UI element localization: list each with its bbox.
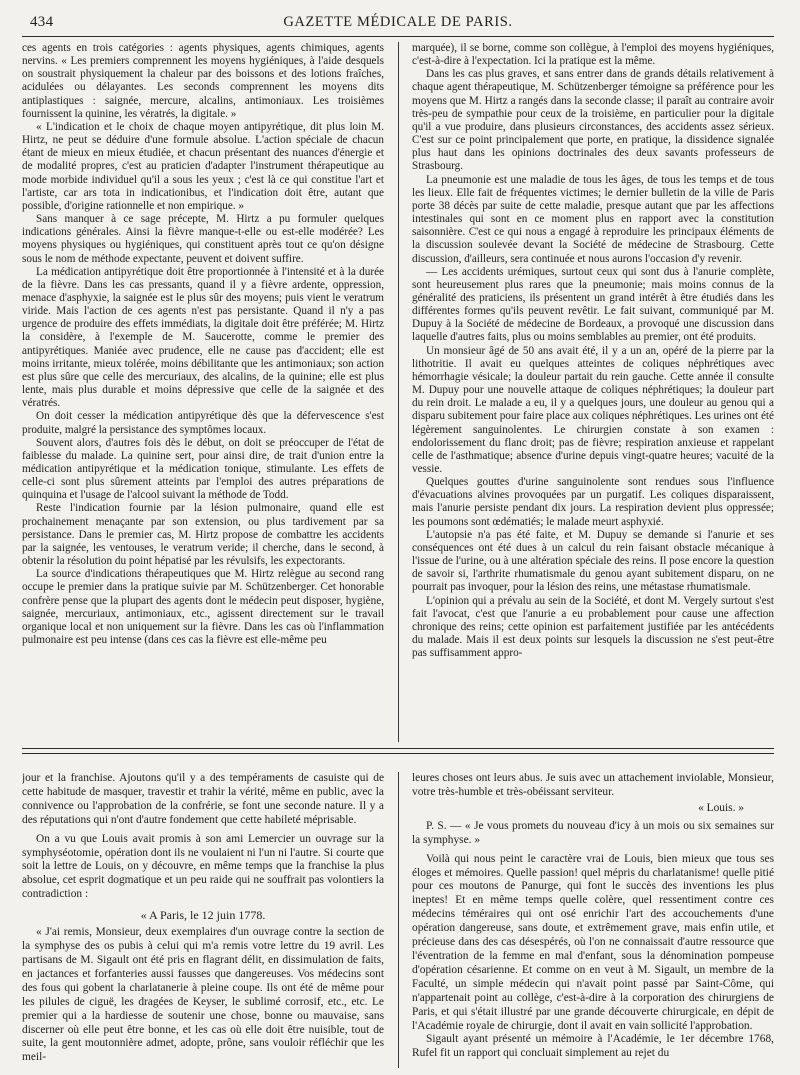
top-left-column	[22, 42, 384, 742]
paragraph: La source d'indications thérapeutiques que M. Hirtz relègue au second rang occupe le premier dans la pratique suivie par M. Schützenberger. Cet honorable confrère pense que la plupart des agents dont le médecin peut disposer, hygiène, saignée, mercuriaux, antimoniaux, etc., agissent directement sur le travail organique local et non uniquement sur la fièvre. Dans les cas où l'inflammation pulmonaire est peu intense (dans ces cas la fièvre est elle-même peu	[22, 568, 384, 647]
paragraph: La pneumonie est une maladie de tous les âges, de tous les temps et de tous les lieux. Elle fait de fréquentes victimes; le dernier bulletin de la ville de Paris porte 38 décès par suite de cette maladie, presque autant que par les affections intestinales qui sont en ce moment plus en rapport avec la constitution saisonnière. C'est ce qui nous a engagé à reproduire les principaux éléments de la discussion soulevée devant la Société de médecine de Strasbourg. Cette discussion, d'ailleurs, sera continuée et nous aurons l'occasion d'y revenir.	[412, 173, 774, 265]
column-divider	[398, 42, 399, 742]
paragraph: Un monsieur âgé de 50 ans avait été, il y a un an, opéré de la pierre par la lithotritie. Il avait eu quelques atteintes de coliques néphrétiques avec hémorrhagie vésicale; la douleur partait du rein gauche. Cette année il consulte M. Dupuy pour une nouvelle attaque de coliques néphrétiques; la douleur part du rein droit. Le malade a eu, il y a quelques jours, une douleur au genou qui a disparu subitement pour faire place aux coliques néphrétiques. Les urines ont été légèrement sanguinolentes. Le chirurgien constate à son examen : endolorissement du flanc droit; pas de fièvre; respiration anxieuse et rappelant celle de l'asthmatique; absence d'urine depuis vingt-quatre heures; vacuité de la vessie.	[412, 344, 774, 475]
paragraph: Sans manquer à ce sage précepte, M. Hirtz a pu formuler quelques indications générales. Ainsi la fièvre manque-t-elle ou est-elle modérée? Les moyens physiques ou hygiéniques, qui constituent après tout ce qu'on désigne sous le nom de méthode expectante, peuvent et doivent suffire.	[22, 213, 384, 265]
paragraph: ces agents en trois catégories : agents physiques, agents chimiques, agents nervins. « Les premiers comprennent les moyens hygiéniques, à l'aide desquels on soustrait physiquement la chaleur par des boissons et des lotions fraîches, acidulées ou délayantes. Les seconds comprennent les moyens dits antiplastiques : saignée, mercure, alcalins, antimoniaux. Les troisièmes fournissent la quinine, les vératrés, la digitale. »	[22, 42, 384, 120]
newspaper-page	[22, 10, 774, 1068]
paragraph: On a vu que Louis avait promis à son ami Lemercier un ouvrage sur la symphyséotomie, opération dont ils ne voulaient ni l'un ni l'autre. Si courte que soit la lettre de Louis, on y découvre, en même temps que la franchise la plus absolue, cet esprit dogmatique et un peu raide qui ne souffrait pas volontiers la contradiction :	[22, 832, 384, 901]
paragraph: Dans les cas plus graves, et sans entrer dans de grands détails relativement à chaque agent thérapeutique, M. Schützenberger témoigne sa préférence pour les moyens que M. Hirtz a rangés dans la seconde classe; il paraît au contraire avoir très-peu de sympathie pour ceux de la troisième, en particulier pour la digitale qu'il a vue produire, dans plusieurs circonstances, des accidents assez sérieux. C'est sur ce point principalement que porte, en pratique, la dissidence signalée plus haut dans les opinions doctrinales des deux savants professeurs de Strasbourg.	[412, 68, 774, 173]
letter-date: « A Paris, le 12 juin 1778.	[140, 908, 266, 923]
paragraph: leures choses ont leurs abus. Je suis avec un attachement inviolable, Monsieur, votre très-humble et très-obéissant serviteur.	[412, 772, 774, 798]
paragraph: jour et la franchise. Ajoutons qu'il y a des tempéraments de casuiste qui de cette habitude de masquer, travestir et trahir la vérité, même en public, avec la connivence ou l'approbation de la confrérie, se font une seconde nature. Il y a des réputations qui n'ont d'autre fondement que cette habileté méprisable.	[22, 772, 384, 826]
column-divider	[398, 772, 399, 1068]
paragraph: « L'indication et le choix de chaque moyen antipyrétique, dit plus loin M. Hirtz, ne peut se déduire d'une formule absolue. L'action spéciale de chacun étant de mieux en mieux étudiée, et chacun présentant des nuances d'énergie et de modalité propres, c'est au praticien d'adapter l'instrument thérapeutique au mode morbide individuel qu'il a sous les yeux ; c'est là ce qui constitue l'art et l'artiste, car ars tota in indicationibus, et l'indication doit être, autant que possible, d'origine rationnelle et non empirique. »	[22, 120, 384, 212]
paragraph: On doit cesser la médication antipyrétique dès que la défervescence s'est produite, malgré la persistance des symptômes locaux.	[22, 410, 384, 436]
letter-signature: « Louis. »	[698, 801, 744, 814]
section-divider	[22, 748, 774, 749]
page-number: 434	[30, 14, 54, 30]
paragraph: — Les accidents urémiques, surtout ceux qui sont dus à l'anurie complète, sont heureusement plus rares que la pneumonie; mais moins connus de la généralité des praticiens, ils présentent un grand intérêt à être étudiés dans les différentes formes qu'ils peuvent revêtir. Le fait suivant, communiqué par M. Dupuy à la Société de médecine de Bordeaux, a provoqué une discussion dans laquelle d'autres faits, plus ou moins semblables au premier, ont été produits.	[412, 265, 774, 344]
paragraph: Sigault ayant présenté un mémoire à l'Académie, le 1er décembre 1768, Rufel fit un rapport qui concluait simplement au rejet du	[412, 1033, 774, 1060]
paragraph: marquée), il se borne, comme son collègue, à l'emploi des moyens hygiéniques, c'est-à-dire à l'expectation. Ici la pratique est la même.	[412, 42, 774, 68]
journal-title: GAZETTE MÉDICALE DE PARIS.	[283, 14, 513, 30]
article-top-columns	[22, 42, 774, 742]
paragraph: Quelques gouttes d'urine sanguinolente sont rendues sous l'influence d'évacuations alvines provoquées par un purgatif. Les coliques disparaissent, mais l'anurie persiste pendant dix jours. La respiration devient plus oppressée; les poumons sont œdématiés; le malade meurt asphyxié.	[412, 476, 774, 528]
bottom-left-column	[22, 772, 384, 1068]
paragraph: L'opinion qui a prévalu au sein de la Société, et dont M. Vergely surtout s'est fait l'avocat, c'est que l'anurie a eu probablement pour cause une affection chronique des reins; cette opinion est parfaitement justifiée par les antécédents du malade. Mais il est deux points sur lesquels la discussion ne s'est peut-être pas suffisamment appro-	[412, 594, 774, 660]
top-right-column	[412, 42, 774, 742]
page-header	[22, 10, 774, 37]
section-divider	[22, 753, 774, 754]
paragraph: La médication antipyrétique doit être proportionnée à l'intensité et à la durée de la fièvre. Dans les cas pressants, quand il y a fièvre ardente, oppression, menace d'asphyxie, la saignée est le plus sûr des moyens; puis vient le veratrum viride. Mais l'action de ces agents n'est pas persistante. Quand il n'y a pas urgence de produire des effets immédiats, la digitale doit être préférée; M. Hirtz la considère, à l'exemple de M. Saucerotte, comme le premier des antipyrétiques. Maniée avec prudence, elle ne cause pas d'accident; elle est moins irritante, mieux tolérée, moins débilitante que les antimoniaux; son action est plus sûre que celle des mercuriaux, des alcalins, de la quinine; elle est plus lente, mais plus durable et moins dépressive que celle de la saignée et des vératrés.	[22, 265, 384, 410]
paragraph: Voilà qui nous peint le caractère vrai de Louis, bien mieux que tous ses éloges et mémoires. Quelle passion! quel mépris du charlatanisme! quelle pitié pour ces moutons de Panurge, qui font le succès des inventions les plus ineptes! Et en même temps quelle colère, quel ressentiment contre ces médecins téméraires qui ont osé enrichir l'art des accouchements d'une opération dangereuse, sans doute, et extrêmement grave, mais enfin utile, et précieuse dans des cas désespérés, où l'on ne connaissait d'autre ressource que l'éventration de la femme en mal d'enfant, sous la dénomination pompeuse d'opération césarienne. Et comme on en veut à M. Sigault, un membre de la Faculté, un simple médecin qui n'avait point passé par Saint-Côme, qui n'appartenait point au collège, c'est-à-dire à la corporation des chirurgiens de Paris, et qui s'était illustré par une grande découverte chirurgicale, en dépit de l'Académie royale de chirurgie, dont il avait en vain sollicité l'approbation.	[412, 852, 774, 1032]
postscript: P. S. — « Je vous promets du nouveau d'icy à un mois ou six semaines sur la symphyse. »	[412, 819, 774, 846]
feuilleton-columns	[22, 772, 774, 1068]
paragraph: Souvent alors, d'autres fois dès le début, on doit se préoccuper de l'état de faiblesse du malade. La quinine sert, pour ainsi dire, de trait d'union entre la médication antipyrétique et la médication tonique, stimulante. Les effets de celle-ci sont plus sûrement atteints par l'emploi des autres préparations de quinquina et l'usage de l'alcool suivant la méthode de Todd.	[22, 436, 384, 502]
letter-paragraph: « J'ai remis, Monsieur, deux exemplaires d'un ouvrage contre la section de la symphyse des os pubis à celui qui m'a remis votre lettre du 19 avril. Les partisans de M. Sigault ont été pris en flagrant délit, en dissimulation de faits, en jactances et forfanteries aussi fausses que dangereuses. Vos médecins sont des fous qui gobent la charlatanerie à pleine coupe. Ils ont été de même pour les pilules de ciguë, les dragées de Keyser, le sublimé corrosif, etc., etc. Le premier qui a la hardiesse de soutenir une chose, bonne ou mauvaise, sans discerner où elle peut être bonne, et les cas où elle doit être nuisible, tout de suite, la gent moutonnière admet, adopte, prône, sans vouloir réfléchir que les meil-	[22, 926, 384, 1064]
bottom-right-column	[412, 772, 774, 1068]
paragraph: L'autopsie n'a pas été faite, et M. Dupuy se demande si l'anurie et ses conséquences ont été dues à un calcul du rein faisant obstacle mécanique à l'issue de l'urine, ou à une altération spéciale des reins. Il pose encore la question de savoir si, l'arthrite rhumatismale du genou ayant subitement disparu, on ne pourrait pas invoquer, pour la lésion des reins, une métastase rhumatismale.	[412, 528, 774, 594]
paragraph: Reste l'indication fournie par la lésion pulmonaire, quand elle est prochainement menaçante par son extension, ou plus tardivement par sa persistance. Dans le premier cas, M. Hirtz propose de combattre les accidents par la saignée, les ventouses, le veratrum veride; il cherche, dans le second, à obtenir la résolution du point hépatisé par les révulsifs, les expectorants.	[22, 502, 384, 568]
